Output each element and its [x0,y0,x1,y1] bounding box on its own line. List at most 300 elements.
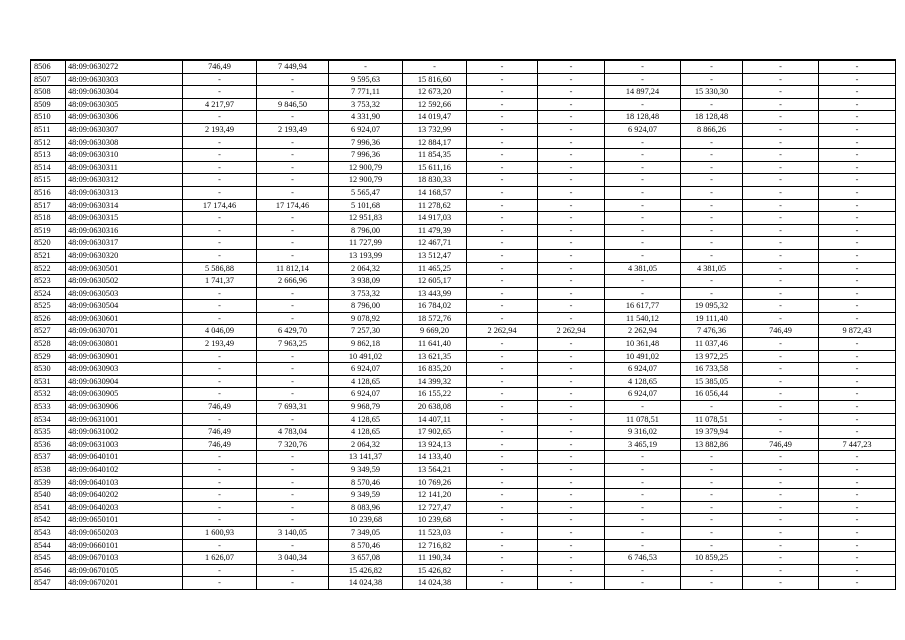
value-cell-5: - [467,350,538,363]
value-cell-4: 11 465,25 [403,262,467,275]
value-cell-9: - [743,350,819,363]
value-cell-9: - [743,539,819,552]
row-number-cell: 8531 [31,375,66,388]
value-cell-3: 9 078,92 [329,312,403,325]
value-cell-7: 2 262,94 [605,325,681,338]
table-row [31,312,896,325]
value-cell-4: 12 605,17 [403,275,467,288]
value-cell-6: - [538,275,605,288]
value-cell-1: 5 586,88 [183,262,257,275]
value-cell-8: - [681,564,743,577]
value-cell-5: - [467,149,538,162]
value-cell-9: - [743,300,819,313]
value-cell-2: - [257,375,329,388]
value-cell-1: - [183,451,257,464]
value-cell-7: - [605,564,681,577]
value-cell-9: - [743,73,819,86]
value-cell-10: - [819,375,896,388]
value-cell-8: 19 111,40 [681,312,743,325]
value-cell-7: - [605,489,681,502]
value-cell-1: - [183,564,257,577]
value-cell-6: - [538,224,605,237]
cadastral-number-cell: 48:09:0630901 [66,350,183,363]
table-row [31,300,896,313]
row-number-cell: 8522 [31,262,66,275]
value-cell-1: - [183,577,257,590]
row-number-cell: 8543 [31,526,66,539]
value-cell-7: - [605,60,681,73]
value-cell-5: - [467,526,538,539]
value-cell-8: - [681,451,743,464]
value-cell-8: - [681,577,743,590]
value-cell-2: - [257,363,329,376]
row-number-cell: 8514 [31,161,66,174]
value-cell-7: - [605,186,681,199]
value-cell-1: - [183,212,257,225]
value-cell-6: - [538,375,605,388]
value-cell-5: - [467,249,538,262]
value-cell-8: - [681,526,743,539]
value-cell-7: - [605,577,681,590]
value-cell-3: 3 938,09 [329,275,403,288]
value-cell-5: - [467,60,538,73]
value-cell-10: - [819,199,896,212]
value-cell-3: 7 257,30 [329,325,403,338]
cadastral-number-cell: 48:09:0630315 [66,212,183,225]
value-cell-10: - [819,186,896,199]
value-cell-5: - [467,438,538,451]
value-cell-1: - [183,501,257,514]
cadastral-number-cell: 48:09:0630701 [66,325,183,338]
value-cell-7: 10 361,48 [605,338,681,351]
value-cell-9: - [743,98,819,111]
value-cell-6: - [538,300,605,313]
table-row [31,73,896,86]
value-cell-10: - [819,111,896,124]
value-cell-6: - [538,249,605,262]
table-row [31,451,896,464]
row-number-cell: 8530 [31,363,66,376]
value-cell-1: 4 046,09 [183,325,257,338]
value-cell-2: - [257,300,329,313]
table-row [31,514,896,527]
value-cell-8: - [681,514,743,527]
table-row [31,388,896,401]
value-cell-10: - [819,161,896,174]
value-cell-5: - [467,451,538,464]
value-cell-1: - [183,363,257,376]
value-cell-1: - [183,300,257,313]
value-cell-10: - [819,73,896,86]
value-cell-6: - [538,552,605,565]
value-cell-4: 14 133,40 [403,451,467,464]
value-cell-8: - [681,464,743,477]
value-cell-10: - [819,123,896,136]
value-cell-3: 3 753,32 [329,287,403,300]
cadastral-number-cell: 48:09:0630502 [66,275,183,288]
row-number-cell: 8525 [31,300,66,313]
value-cell-8: 15 385,05 [681,375,743,388]
value-cell-4: 11 854,35 [403,149,467,162]
data-table [30,59,896,590]
value-cell-10: - [819,350,896,363]
value-cell-3: 4 128,65 [329,426,403,439]
value-cell-9: - [743,564,819,577]
value-cell-1: - [183,73,257,86]
value-cell-8: 13 972,25 [681,350,743,363]
value-cell-9: - [743,60,819,73]
value-cell-7: - [605,237,681,250]
value-cell-7: - [605,174,681,187]
value-cell-9: - [743,237,819,250]
table-row [31,199,896,212]
value-cell-9: - [743,464,819,477]
row-number-cell: 8516 [31,186,66,199]
value-cell-9: - [743,401,819,414]
value-cell-2: 6 429,70 [257,325,329,338]
value-cell-2: - [257,388,329,401]
table-row [31,212,896,225]
value-cell-9: - [743,552,819,565]
value-cell-2: - [257,489,329,502]
value-cell-1: - [183,111,257,124]
value-cell-10: - [819,149,896,162]
value-cell-10: - [819,464,896,477]
value-cell-9: - [743,451,819,464]
cadastral-number-cell: 48:09:0631002 [66,426,183,439]
value-cell-1: - [183,413,257,426]
row-number-cell: 8511 [31,123,66,136]
table-row [31,237,896,250]
value-cell-10: - [819,552,896,565]
value-cell-9: - [743,136,819,149]
value-cell-10: - [819,489,896,502]
table-row [31,501,896,514]
value-cell-7: - [605,224,681,237]
value-cell-3: 8 570,46 [329,539,403,552]
value-cell-6: - [538,401,605,414]
value-cell-8: - [681,98,743,111]
value-cell-5: - [467,401,538,414]
value-cell-9: - [743,149,819,162]
value-cell-5: - [467,136,538,149]
value-cell-1: - [183,539,257,552]
cadastral-number-cell: 48:09:0630304 [66,86,183,99]
value-cell-4: 14 019,47 [403,111,467,124]
value-cell-9: - [743,86,819,99]
value-cell-6: - [538,464,605,477]
value-cell-6: - [538,98,605,111]
row-number-cell: 8521 [31,249,66,262]
table-row [31,539,896,552]
value-cell-4: 12 467,71 [403,237,467,250]
value-cell-7: 6 746,53 [605,552,681,565]
value-cell-4: 11 523,03 [403,526,467,539]
value-cell-2: - [257,149,329,162]
value-cell-4: 16 784,02 [403,300,467,313]
value-cell-9: - [743,388,819,401]
value-cell-7: - [605,287,681,300]
value-cell-8: 19 095,32 [681,300,743,313]
value-cell-1: 2 193,49 [183,123,257,136]
value-cell-7: - [605,73,681,86]
value-cell-6: - [538,451,605,464]
value-cell-6: - [538,501,605,514]
value-cell-3: 14 024,38 [329,577,403,590]
table-row [31,275,896,288]
value-cell-8: - [681,136,743,149]
value-cell-4: 18 830,33 [403,174,467,187]
value-cell-10: - [819,401,896,414]
value-cell-6: - [538,262,605,275]
row-number-cell: 8527 [31,325,66,338]
value-cell-2: 7 963,25 [257,338,329,351]
value-cell-5: - [467,275,538,288]
value-cell-8: 11 037,46 [681,338,743,351]
value-cell-2: 2 666,96 [257,275,329,288]
value-cell-6: - [538,212,605,225]
value-cell-4: 12 592,66 [403,98,467,111]
value-cell-1: 2 193,49 [183,338,257,351]
value-cell-2: 7 693,31 [257,401,329,414]
value-cell-5: - [467,98,538,111]
cadastral-number-cell: 48:09:0670103 [66,552,183,565]
value-cell-6: - [538,476,605,489]
value-cell-10: - [819,262,896,275]
value-cell-6: - [538,86,605,99]
table-row [31,86,896,99]
value-cell-10: - [819,212,896,225]
value-cell-6: - [538,338,605,351]
cadastral-number-cell: 48:09:0630307 [66,123,183,136]
value-cell-1: - [183,86,257,99]
value-cell-7: - [605,476,681,489]
table-row [31,350,896,363]
value-cell-10: - [819,577,896,590]
row-number-cell: 8507 [31,73,66,86]
value-cell-9: - [743,174,819,187]
value-cell-5: - [467,426,538,439]
value-cell-2: - [257,237,329,250]
value-cell-6: - [538,489,605,502]
row-number-cell: 8524 [31,287,66,300]
value-cell-2: 17 174,46 [257,199,329,212]
value-cell-5: - [467,86,538,99]
value-cell-3: 12 900,79 [329,174,403,187]
value-cell-2: - [257,451,329,464]
value-cell-2: - [257,174,329,187]
value-cell-3: 5 565,47 [329,186,403,199]
value-cell-8: - [681,60,743,73]
value-cell-9: - [743,249,819,262]
cadastral-number-cell: 48:09:0630905 [66,388,183,401]
value-cell-10: - [819,501,896,514]
value-cell-4: 14 024,38 [403,577,467,590]
row-number-cell: 8519 [31,224,66,237]
table-row [31,375,896,388]
cadastral-number-cell: 48:09:0630313 [66,186,183,199]
row-number-cell: 8542 [31,514,66,527]
value-cell-9: - [743,501,819,514]
value-cell-1: - [183,375,257,388]
cadastral-number-cell: 48:09:0630272 [66,60,183,73]
value-cell-10: - [819,363,896,376]
value-cell-3: 12 951,83 [329,212,403,225]
value-cell-10: - [819,413,896,426]
value-cell-4: 10 769,26 [403,476,467,489]
row-number-cell: 8544 [31,539,66,552]
cadastral-number-cell: 48:09:0650101 [66,514,183,527]
value-cell-6: - [538,564,605,577]
value-cell-7: - [605,514,681,527]
value-cell-4: 11 190,34 [403,552,467,565]
value-cell-3: 2 064,32 [329,262,403,275]
value-cell-8: 11 078,51 [681,413,743,426]
value-cell-8: 15 330,30 [681,86,743,99]
value-cell-7: - [605,464,681,477]
cadastral-number-cell: 48:09:0630903 [66,363,183,376]
value-cell-3: 5 101,68 [329,199,403,212]
table-row [31,464,896,477]
value-cell-6: - [538,237,605,250]
value-cell-4: 13 621,35 [403,350,467,363]
value-cell-5: - [467,464,538,477]
value-cell-2: 2 193,49 [257,123,329,136]
value-cell-7: 11 540,12 [605,312,681,325]
value-cell-9: - [743,577,819,590]
value-cell-5: - [467,212,538,225]
value-cell-5: - [467,489,538,502]
cadastral-number-cell: 48:09:0630320 [66,249,183,262]
value-cell-4: 16 155,22 [403,388,467,401]
value-cell-5: - [467,375,538,388]
table-row [31,224,896,237]
value-cell-4: 12 884,17 [403,136,467,149]
table-row [31,161,896,174]
table-row [31,249,896,262]
row-number-cell: 8535 [31,426,66,439]
value-cell-5: - [467,338,538,351]
row-number-cell: 8532 [31,388,66,401]
value-cell-7: 4 381,05 [605,262,681,275]
table-row [31,149,896,162]
value-cell-2: - [257,287,329,300]
value-cell-8: 4 381,05 [681,262,743,275]
cadastral-number-cell: 48:09:0630303 [66,73,183,86]
value-cell-1: 746,49 [183,60,257,73]
value-cell-9: 746,49 [743,438,819,451]
value-cell-7: - [605,199,681,212]
value-cell-2: 11 812,14 [257,262,329,275]
table-row [31,262,896,275]
value-cell-8: - [681,476,743,489]
value-cell-6: - [538,149,605,162]
value-cell-1: - [183,287,257,300]
row-number-cell: 8545 [31,552,66,565]
cadastral-number-cell: 48:09:0630504 [66,300,183,313]
value-cell-2: - [257,161,329,174]
value-cell-10: - [819,86,896,99]
value-cell-9: - [743,526,819,539]
row-number-cell: 8528 [31,338,66,351]
row-number-cell: 8541 [31,501,66,514]
value-cell-3: 8 083,96 [329,501,403,514]
cadastral-number-cell: 48:09:0631003 [66,438,183,451]
value-cell-5: - [467,123,538,136]
value-cell-6: - [538,111,605,124]
value-cell-7: - [605,526,681,539]
value-cell-5: - [467,262,538,275]
value-cell-7: 16 617,77 [605,300,681,313]
table-row [31,338,896,351]
value-cell-3: 3 753,32 [329,98,403,111]
row-number-cell: 8536 [31,438,66,451]
row-number-cell: 8526 [31,312,66,325]
table-row [31,186,896,199]
value-cell-1: 1 626,07 [183,552,257,565]
cadastral-number-cell: 48:09:0630316 [66,224,183,237]
table-row [31,577,896,590]
value-cell-10: - [819,514,896,527]
value-cell-9: - [743,476,819,489]
value-cell-10: - [819,300,896,313]
value-cell-8: - [681,199,743,212]
value-cell-4: 12 716,82 [403,539,467,552]
value-cell-6: - [538,186,605,199]
value-cell-10: - [819,237,896,250]
value-cell-3: 11 727,99 [329,237,403,250]
value-cell-1: 746,49 [183,401,257,414]
row-number-cell: 8513 [31,149,66,162]
value-cell-5: - [467,237,538,250]
value-cell-8: 13 882,86 [681,438,743,451]
value-cell-2: - [257,212,329,225]
value-cell-6: - [538,123,605,136]
value-cell-2: - [257,564,329,577]
value-cell-3: 2 064,32 [329,438,403,451]
value-cell-8: - [681,224,743,237]
value-cell-7: 10 491,02 [605,350,681,363]
cadastral-number-cell: 48:09:0630314 [66,199,183,212]
value-cell-4: 15 816,60 [403,73,467,86]
cadastral-number-cell: 48:09:0670201 [66,577,183,590]
value-cell-2: - [257,111,329,124]
value-cell-3: 13 141,37 [329,451,403,464]
row-number-cell: 8534 [31,413,66,426]
row-number-cell: 8510 [31,111,66,124]
value-cell-6: - [538,136,605,149]
value-cell-1: 4 217,97 [183,98,257,111]
value-cell-7: - [605,249,681,262]
value-cell-2: - [257,501,329,514]
value-cell-4: 9 669,20 [403,325,467,338]
value-cell-9: - [743,123,819,136]
value-cell-5: - [467,186,538,199]
value-cell-6: - [538,438,605,451]
value-cell-10: - [819,287,896,300]
cadastral-number-cell: 48:09:0630310 [66,149,183,162]
row-number-cell: 8517 [31,199,66,212]
value-cell-5: - [467,161,538,174]
value-cell-3: 13 193,99 [329,249,403,262]
value-cell-7: 3 465,19 [605,438,681,451]
value-cell-8: - [681,539,743,552]
value-cell-3: 7 771,11 [329,86,403,99]
value-cell-7: 14 897,24 [605,86,681,99]
row-number-cell: 8515 [31,174,66,187]
value-cell-7: - [605,149,681,162]
row-number-cell: 8512 [31,136,66,149]
